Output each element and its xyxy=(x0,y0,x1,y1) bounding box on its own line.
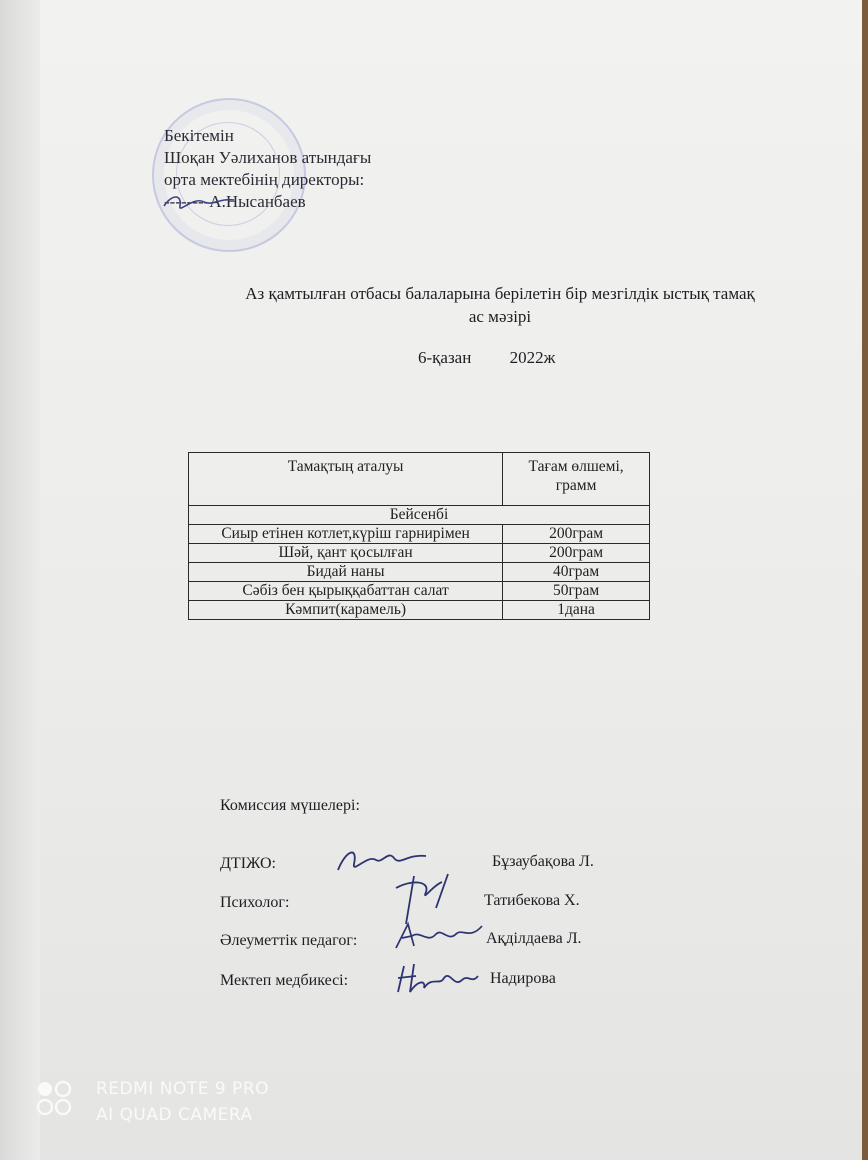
title-line-1: Аз қамтылған отбасы балаларына берілетін бір мезгілдік ыстық тамақ xyxy=(245,284,755,303)
member-name: Ақділдаева Л. xyxy=(486,930,582,947)
document-date xyxy=(418,348,555,368)
member-role: Әлеуметтік педагог: xyxy=(220,932,358,949)
camera-logo-icon xyxy=(36,1080,80,1124)
date-day: 6-қазан xyxy=(418,348,472,367)
dish-name: Сәбіз бен қырыққабаттан салат xyxy=(189,582,503,601)
document-title xyxy=(190,282,810,328)
dish-amount: 200грам xyxy=(503,525,650,544)
table-row xyxy=(189,544,650,563)
approval-line-3: орта мектебінің директоры: xyxy=(164,170,365,189)
day-label: Бейсенбі xyxy=(189,506,650,525)
member-role: Психолог: xyxy=(220,894,290,911)
dish-name: Кәмпит(карамель) xyxy=(189,601,503,620)
title-line-2: ас мәзірі xyxy=(468,307,532,326)
member-role: ДТІЖО: xyxy=(220,855,276,872)
dish-amount: 1дана xyxy=(503,601,650,620)
dish-amount: 200грам xyxy=(503,544,650,563)
member-role: Мектеп медбикесі: xyxy=(220,972,349,989)
header-dish-name: Тамақтың аталуы xyxy=(189,453,503,506)
dish-amount: 40грам xyxy=(503,563,650,582)
table-row xyxy=(189,601,650,620)
member-name: Надирова xyxy=(490,970,556,987)
watermark-line-2: AI QUAD CAMERA xyxy=(96,1105,253,1125)
date-year: 2022ж xyxy=(509,348,556,367)
camera-watermark xyxy=(96,1076,269,1128)
approval-line-1: Бекітемін xyxy=(164,126,234,145)
table-row xyxy=(189,525,650,544)
approval-line-2: Шоқан Уәлиханов атындағы xyxy=(164,148,372,167)
table-header-row xyxy=(189,453,650,506)
signature-nurse xyxy=(392,958,482,998)
dish-name: Бидай наны xyxy=(189,563,503,582)
director-signature xyxy=(160,186,240,216)
dish-name: Шәй, қант қосылған xyxy=(189,544,503,563)
document-page xyxy=(40,0,862,1160)
menu-table xyxy=(188,452,650,620)
header-portion: Тағам өлшемі, грамм xyxy=(503,453,650,506)
commission-heading: Комиссия мүшелері: xyxy=(220,797,360,814)
table-day-row xyxy=(189,506,650,525)
watermark-line-1: REDMI NOTE 9 PRO xyxy=(96,1079,270,1099)
dish-amount: 50грам xyxy=(503,582,650,601)
dish-name: Сиыр етінен котлет,күріш гарнирімен xyxy=(189,525,503,544)
table-row xyxy=(189,582,650,601)
signature-social-pedagogue xyxy=(390,916,486,956)
member-name: Бұзаубақова Л. xyxy=(492,853,594,870)
member-name: Татибекова Х. xyxy=(484,892,580,909)
table-row xyxy=(189,563,650,582)
adjacent-sheet xyxy=(0,0,44,1160)
approval-line-4: --------А.Нысанбаев xyxy=(164,192,306,211)
